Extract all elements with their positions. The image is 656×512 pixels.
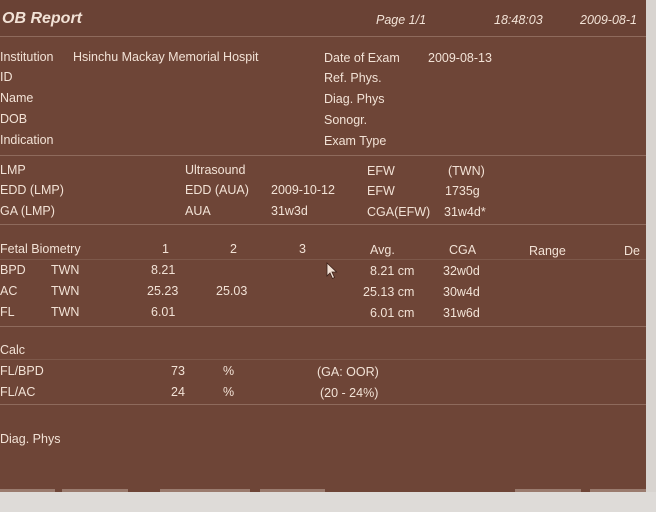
report-title: OB Report [2,10,82,27]
row-m1: 25.23 [147,284,179,298]
divider [0,404,646,405]
row-fetus: TWN [51,263,80,277]
diag-phys-signature-label: Diag. Phys [0,432,61,446]
calc-unit: % [223,385,235,399]
institution-value: Hsinchu Mackay Memorial Hospit [73,50,259,64]
institution-label: Institution [0,50,54,64]
sonogr-label: Sonogr. [324,113,368,127]
col-header-avg: Avg. [370,243,395,257]
divider [0,155,646,156]
indication-label: Indication [0,133,54,147]
row-name: BPD [0,263,26,277]
divider [0,224,646,225]
efw-label-1: EFW [367,164,395,178]
col-header-2: 2 [230,242,237,256]
col-header-1: 1 [162,242,169,256]
col-header-3: 3 [299,242,306,256]
exam-type-label: Exam Type [324,134,387,148]
ultrasound-label: Ultrasound [185,163,246,177]
col-header-cga: CGA [449,243,477,257]
cga-efw-value: 31w4d* [444,205,486,219]
name-label: Name [0,91,34,105]
calc-value: 73 [171,364,185,378]
calc-note: (20 - 24%) [320,386,379,400]
calc-name: FL/BPD [0,364,44,378]
efw-value-1: (TWN) [448,164,485,178]
calc-name: FL/AC [0,385,36,399]
row-avg: 8.21 cm [370,264,415,278]
row-m2: 25.03 [216,284,248,298]
date-of-exam-value: 2009-08-13 [428,51,492,65]
cga-efw-label: CGA(EFW) [367,205,431,219]
col-header-dev: De [624,244,640,258]
header-time: 18:48:03 [494,13,543,27]
aua-label: AUA [185,204,211,218]
row-m1: 6.01 [151,305,176,319]
row-cga: 32w0d [443,264,480,278]
row-cga: 30w4d [443,285,480,299]
edd-lmp-label: EDD (LMP) [0,183,64,197]
row-name: AC [0,284,18,298]
divider [0,359,646,360]
row-m1: 8.21 [151,263,176,277]
dob-label: DOB [0,112,28,126]
header-date: 2009-08-1 [580,13,637,27]
row-cga: 31w6d [443,306,480,320]
edd-aua-label: EDD (AUA) [185,183,249,197]
calc-unit: % [223,364,235,378]
ga-lmp-label: GA (LMP) [0,204,55,218]
date-of-exam-label: Date of Exam [324,51,400,65]
efw-label-2: EFW [367,184,395,198]
divider [0,326,646,327]
page-margin-bottom [0,492,656,512]
efw-value-2: 1735g [445,184,480,198]
calc-note: (GA: OOR) [317,365,379,379]
id-label: ID [0,70,13,84]
report-header [0,0,646,37]
row-name: FL [0,305,15,319]
divider [0,259,646,260]
mouse-pointer-icon [326,262,338,280]
page-margin-right [646,0,656,512]
calc-label: Calc [0,343,26,357]
aua-value: 31w3d [271,204,308,218]
calc-value: 24 [171,385,185,399]
lmp-label: LMP [0,163,26,177]
col-header-range: Range [529,244,566,258]
edd-aua-value: 2009-10-12 [271,183,335,197]
diag-phys-label: Diag. Phys [324,92,385,106]
row-avg: 25.13 cm [363,285,415,299]
page-indicator[interactable]: Page 1/1 [376,13,427,27]
ref-phys-label: Ref. Phys. [324,71,382,85]
row-avg: 6.01 cm [370,306,415,320]
row-fetus: TWN [51,305,80,319]
row-fetus: TWN [51,284,80,298]
col-header-biometry: Fetal Biometry [0,242,81,256]
